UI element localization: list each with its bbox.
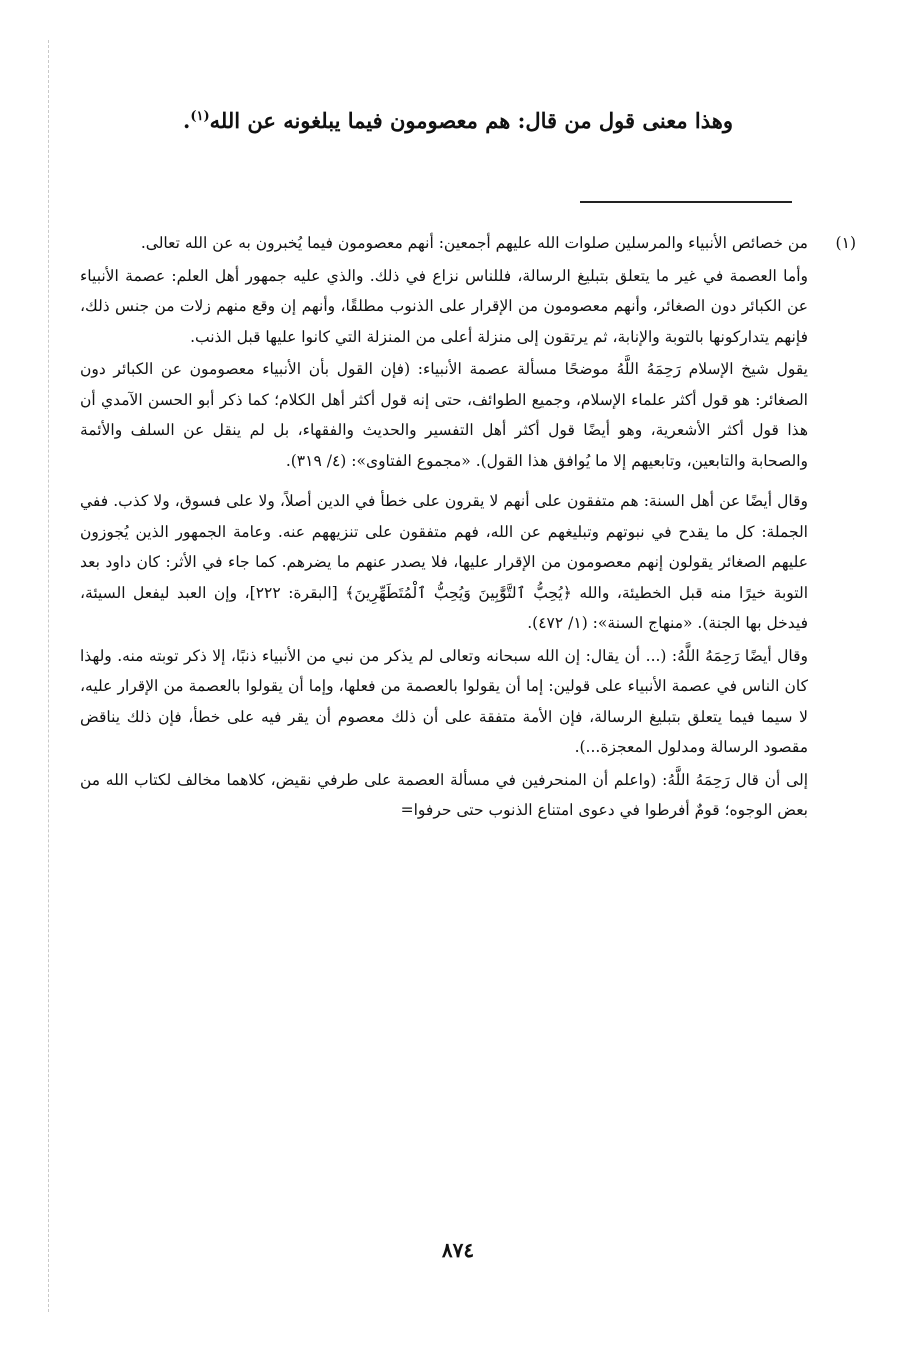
footnote-block <box>80 228 808 828</box>
footnote-paragraph-5: وقال أيضًا رَحِمَهُ اللَّهُ: (... أن يقال: إن الله سبحانه وتعالى لم يذكر من نبي من الأنبياء ذنبًا، إلا ذكر توبته منه. ولهذا كان الناس في عصمة الأنبياء على قولين: إما أن يقولوا بالعصمة من فعلها، وإما أن يقولوا بالعصمة من الإقرار عليه، لا سيما فيما يتعلق بتبليغ الرسالة، فإن الأمة متفقة على أن ذلك معصوم أن يقر فيه على خطأ، فإن ذلك يناقض مقصود الرسالة ومدلول المعجزة...). <box>80 646 808 756</box>
footnote-paragraph-4: وقال أيضًا عن أهل السنة: هم متفقون على أنهم لا يقرون على خطأ في الدين أصلاً، ولا على فسوق، ولا كذب. ففي الجملة: كل ما يقدح في نبوتهم وتبليغهم عن الله، فهم متفقون على تنزيههم عنه. وعامة الجمهور الذين يُجوزون عليهم الصغائر يقولون إنهم معصومون من الإقرار عليها، فلا يصدر عنهم ما يضرهم. كما جاء في الأثر: كان داود بعد التوبة خيرًا منه قبل الخطيئة، والله ﴿يُحِبُّ ٱلتَّوَّٰبِينَ وَيُحِبُّ ٱلْمُتَطَهِّرِينَ﴾ [البقرة: ٢٢٢]، وإن العبد ليفعل السيئة، فيدخل بها الجنة). «منهاج السنة»: (١/ ٤٧٢). <box>80 492 809 632</box>
main-text-line <box>140 98 776 140</box>
footnote-paragraph-1: من خصائص الأنبياء والمرسلين صلوات الله عليهم أجمعين: أنهم معصومون فيما يُخبرون به عن الله تعالى. <box>140 234 808 252</box>
page-gutter-dots <box>48 40 49 1312</box>
main-text: وهذا معنى قول من قال: هم معصومون فيما يبلغونه عن الله <box>209 108 733 133</box>
footnote-paragraph-3: يقول شيخ الإسلام رَحِمَهُ اللَّهُ موضحًا مسألة عصمة الأنبياء: (فإن القول بأن الأنبياء معصومون عن الكبائر دون الصغائر: هو قول أكثر علماء الإسلام، وجميع الطوائف، حتى إنه قول أكثر أهل الكلام؛ كما ذكر أبو الحسن الآمدي أن هذا قول أكثر الأشعرية، وهو أيضًا قول أكثر أهل التفسير والحديث والفقهاء، بل لم ينقل عن السلف والأئمة والصحابة والتابعين، وتابعيهم إلا ما يُوافق هذا القول). «مجموع الفتاوى»: (٤/ ٣١٩). <box>80 360 808 470</box>
page-number: ٨٧٤ <box>441 1238 475 1262</box>
footnote-separator <box>580 201 792 203</box>
footnote-marker: (١) <box>835 234 856 252</box>
main-text-end: . <box>183 108 191 133</box>
footnote-paragraph-6: إلى أن قال رَحِمَهُ اللَّهُ: (واعلم أن المنحرفين في مسألة العصمة على طرفي نقيض، كلاهما مخالف لكتاب الله من بعض الوجوه؛ قومٌ أفرطوا في دعوى امتناع الذنوب حتى حرفوا= <box>80 770 808 819</box>
footnote-reference: (١) <box>190 109 210 124</box>
footnote-paragraph-2: وأما العصمة في غير ما يتعلق بتبليغ الرسالة، فللناس نزاع في ذلك. والذي عليه جمهور أهل العلم: عصمة الأنبياء عن الكبائر دون الصغائر، وأنهم معصومون من الإقرار على الذنوب مطلقًا، وأنهم إن وقع منهم زلات من جنس ذلك، فإنهم يتداركونها بالتوبة والإنابة، ثم يرتقون إلى منزلة أعلى من المنزلة التي كانوا عليها قبل الذنب. <box>80 266 808 346</box>
